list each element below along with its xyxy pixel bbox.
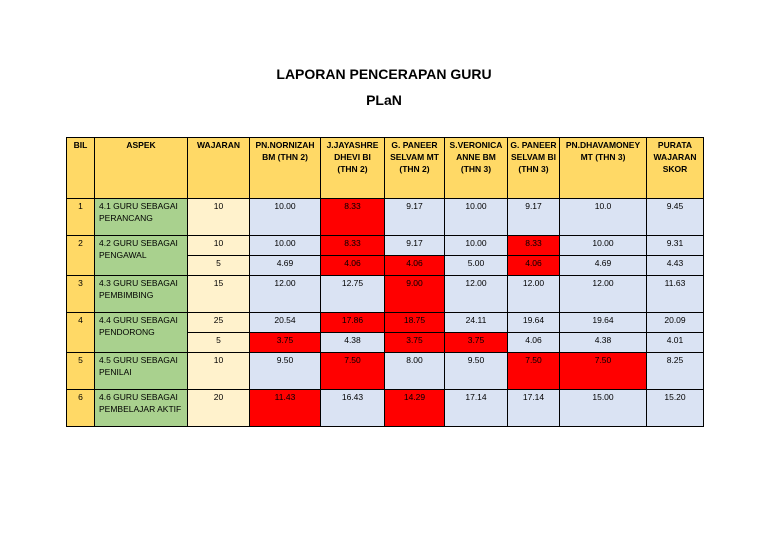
header-purata: PURATA WAJARAN SKOR [647, 138, 704, 199]
report-title: LAPORAN PENCERAPAN GURU [276, 66, 492, 82]
score-cell: 4.38 [321, 333, 385, 353]
score-cell: 9.17 [385, 199, 445, 236]
header-paneer-mt: G. PANEER SELVAM MT (THN 2) [385, 138, 445, 199]
aspek-cell: 4.1 GURU SEBAGAI PERANCANG [95, 199, 188, 236]
score-cell: 9.50 [250, 353, 321, 390]
bil-cell: 6 [67, 390, 95, 427]
score-cell: 14.29 [385, 390, 445, 427]
wajaran-cell: 15 [188, 276, 250, 313]
score-cell: 18.75 [385, 313, 445, 333]
wajaran-cell: 10 [188, 236, 250, 256]
score-cell: 15.00 [560, 390, 647, 427]
score-cell: 17.86 [321, 313, 385, 333]
wajaran-cell: 5 [188, 333, 250, 353]
wajaran-cell: 25 [188, 313, 250, 333]
score-cell: 10.00 [560, 236, 647, 256]
score-cell: 12.00 [445, 276, 508, 313]
score-cell: 9.17 [385, 236, 445, 256]
score-cell: 10.00 [250, 199, 321, 236]
score-cell: 3.75 [385, 333, 445, 353]
wajaran-cell: 20 [188, 390, 250, 427]
bil-cell: 4 [67, 313, 95, 353]
score-cell: 8.00 [385, 353, 445, 390]
bil-cell: 5 [67, 353, 95, 390]
purata-cell: 4.01 [647, 333, 704, 353]
score-cell: 8.33 [321, 199, 385, 236]
score-cell: 12.75 [321, 276, 385, 313]
purata-cell: 15.20 [647, 390, 704, 427]
score-cell: 19.64 [560, 313, 647, 333]
score-cell: 5.00 [445, 256, 508, 276]
score-cell: 4.69 [250, 256, 321, 276]
purata-cell: 4.43 [647, 256, 704, 276]
aspek-cell: 4.2 GURU SEBAGAI PENGAWAL [95, 236, 188, 276]
score-cell: 12.00 [508, 276, 560, 313]
score-cell: 12.00 [560, 276, 647, 313]
aspek-cell: 4.3 GURU SEBAGAI PEMBIMBING [95, 276, 188, 313]
wajaran-cell: 10 [188, 199, 250, 236]
score-cell: 24.11 [445, 313, 508, 333]
header-dhavamoney: PN.DHAVAMONEY MT (THN 3) [560, 138, 647, 199]
score-cell: 8.33 [321, 236, 385, 256]
purata-cell: 11.63 [647, 276, 704, 313]
purata-cell: 9.31 [647, 236, 704, 256]
table-row [67, 313, 704, 333]
aspek-cell: 4.4 GURU SEBAGAI PENDORONG [95, 313, 188, 353]
score-cell: 4.69 [560, 256, 647, 276]
wajaran-cell: 10 [188, 353, 250, 390]
score-cell: 19.64 [508, 313, 560, 333]
table-row [67, 353, 704, 390]
score-cell: 9.17 [508, 199, 560, 236]
bil-cell: 3 [67, 276, 95, 313]
header-aspek: ASPEK [95, 138, 188, 199]
table-row [67, 199, 704, 236]
table-row [67, 390, 704, 427]
score-cell: 10.00 [250, 236, 321, 256]
header-wajaran: WAJARAN [188, 138, 250, 199]
score-cell: 9.00 [385, 276, 445, 313]
score-cell: 10.00 [445, 236, 508, 256]
wajaran-cell: 5 [188, 256, 250, 276]
bil-cell: 1 [67, 199, 95, 236]
score-cell: 7.50 [560, 353, 647, 390]
bil-cell: 2 [67, 236, 95, 276]
header-bil: BIL [67, 138, 95, 199]
score-cell: 3.75 [445, 333, 508, 353]
table-header-row [67, 138, 704, 199]
score-cell: 20.54 [250, 313, 321, 333]
header-veronica: S.VERONICA ANNE BM (THN 3) [445, 138, 508, 199]
score-cell: 7.50 [508, 353, 560, 390]
score-cell: 3.75 [250, 333, 321, 353]
score-cell: 10.00 [445, 199, 508, 236]
aspek-cell: 4.5 GURU SEBAGAI PENILAI [95, 353, 188, 390]
score-cell: 4.06 [385, 256, 445, 276]
score-cell: 4.06 [508, 333, 560, 353]
table-row [67, 236, 704, 256]
score-cell: 17.14 [445, 390, 508, 427]
purata-cell: 20.09 [647, 313, 704, 333]
score-cell: 12.00 [250, 276, 321, 313]
aspek-cell: 4.6 GURU SEBAGAI PEMBELAJAR AKTIF [95, 390, 188, 427]
observation-table [66, 137, 704, 427]
score-cell: 16.43 [321, 390, 385, 427]
header-paneer-bi: G. PANEER SELVAM BI (THN 3) [508, 138, 560, 199]
report-subtitle: PLaN [366, 92, 402, 108]
score-cell: 8.33 [508, 236, 560, 256]
header-jayashre: J.JAYASHRE DHEVI BI (THN 2) [321, 138, 385, 199]
score-cell: 9.50 [445, 353, 508, 390]
score-cell: 4.38 [560, 333, 647, 353]
score-cell: 17.14 [508, 390, 560, 427]
table-row [67, 276, 704, 313]
score-cell: 4.06 [321, 256, 385, 276]
score-cell: 7.50 [321, 353, 385, 390]
purata-cell: 9.45 [647, 199, 704, 236]
score-cell: 11.43 [250, 390, 321, 427]
score-cell: 10.0 [560, 199, 647, 236]
header-nornizah: PN.NORNIZAH BM (THN 2) [250, 138, 321, 199]
score-cell: 4.06 [508, 256, 560, 276]
purata-cell: 8.25 [647, 353, 704, 390]
